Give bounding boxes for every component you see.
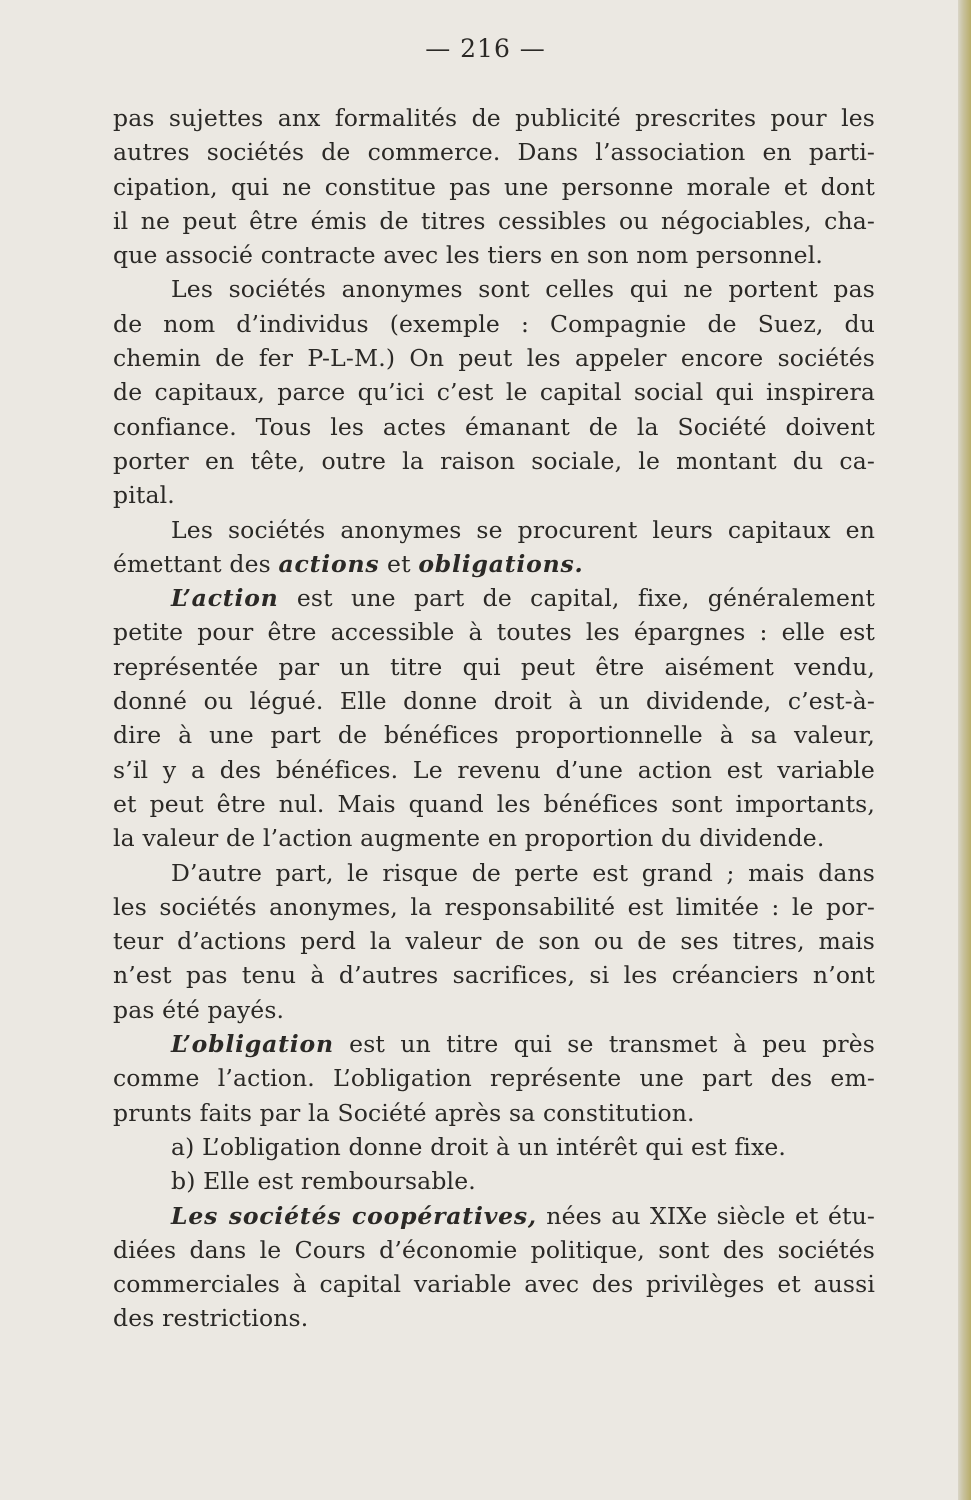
text-fragment: nées au XIXe siècle et étu- bbox=[546, 1201, 875, 1230]
text-line bbox=[113, 1199, 875, 1233]
text-line: pital. bbox=[113, 481, 175, 510]
text-line: commerciales à capital variable avec des privilèges et aussi bbox=[113, 1270, 875, 1299]
text-fragment: émettant des bbox=[113, 549, 271, 578]
text-line: porter en tête, outre la raison sociale, le montant du ca- bbox=[113, 446, 875, 475]
text-line: chemin de fer P-L-M.) On peut les appeler encore sociétés bbox=[113, 344, 875, 373]
text-line: autres sociétés de commerce. Dans l’association en parti- bbox=[113, 138, 875, 167]
text-line: de capitaux, parce qu’ici c’est le capital social qui inspirera bbox=[113, 378, 875, 407]
text-line: Les sociétés anonymes se procurent leurs capitaux en bbox=[171, 515, 875, 544]
text-fragment: est une part de capital, fixe, généralement bbox=[296, 584, 875, 613]
text-line: petite pour être accessible à toutes les épargnes : elle est bbox=[113, 618, 875, 647]
text-line: les sociétés anonymes, la responsabilité est limitée : le por- bbox=[113, 892, 875, 921]
text-line: s’il y a des bénéfices. Le revenu d’une action est variable bbox=[113, 755, 875, 784]
italic-term-obligations: obligations. bbox=[418, 549, 584, 578]
italic-term-obligation: L’obligation bbox=[171, 1030, 334, 1059]
list-item: b) Elle est remboursable. bbox=[171, 1167, 476, 1196]
text-line: que associé contracte avec les tiers en son nom personnel. bbox=[113, 241, 824, 270]
text-line: Les sociétés anonymes sont celles qui ne portent pas bbox=[171, 275, 875, 304]
text-line: dire à une part de bénéfices proportionnelle à sa valeur, bbox=[113, 721, 875, 750]
text-line: il ne peut être émis de titres cessibles ou négociables, cha- bbox=[113, 206, 875, 235]
text-fragment: et bbox=[387, 549, 411, 578]
list-item: a) L’obligation donne droit à un intérêt qui est fixe. bbox=[171, 1132, 787, 1161]
text-line: représentée par un titre qui peut être aisément vendu, bbox=[113, 652, 875, 681]
text-line bbox=[113, 547, 875, 581]
text-line bbox=[113, 1027, 875, 1061]
text-line: pas sujettes anx formalités de publicité prescrites pour les bbox=[113, 104, 875, 132]
text-line: la valeur de l’action augmente en proportion du dividende. bbox=[113, 824, 825, 853]
text-line bbox=[113, 581, 875, 615]
text-line: diées dans le Cours d’économie politique, sont des sociétés bbox=[113, 1235, 875, 1264]
text-line: pas été payés. bbox=[113, 995, 285, 1024]
text-line: comme l’action. L’obligation représente une part des em- bbox=[113, 1064, 875, 1093]
italic-term-action: L’action bbox=[171, 584, 279, 613]
text-line: teur d’actions perd la valeur de son ou de ses titres, mais bbox=[113, 927, 875, 956]
page-edge bbox=[958, 0, 971, 1500]
text-line: D’autre part, le risque de perte est grand ; mais dans bbox=[171, 858, 875, 887]
italic-term-cooperatives: Les sociétés coopératives, bbox=[171, 1201, 537, 1230]
text-line: de nom d’individus (exemple : Compagnie de Suez, du bbox=[113, 309, 875, 338]
text-line: confiance. Tous les actes émanant de la Société doivent bbox=[113, 412, 875, 441]
body-text bbox=[113, 101, 875, 1336]
text-line: prunts faits par la Société après sa constitution. bbox=[113, 1098, 695, 1127]
text-line: n’est pas tenu à d’autres sacrifices, si les créanciers n’ont bbox=[113, 961, 875, 990]
text-line: des restrictions. bbox=[113, 1304, 309, 1333]
text-line: et peut être nul. Mais quand les bénéfices sont importants, bbox=[113, 789, 875, 818]
italic-term-actions: actions bbox=[278, 549, 380, 578]
text-fragment: est un titre qui se transmet à peu près bbox=[349, 1030, 875, 1059]
text-line: cipation, qui ne constitue pas une personne morale et dont bbox=[113, 172, 875, 201]
page-number: — 216 — bbox=[425, 34, 546, 63]
text-line: donné ou légué. Elle donne droit à un dividende, c’est-à- bbox=[113, 687, 875, 716]
